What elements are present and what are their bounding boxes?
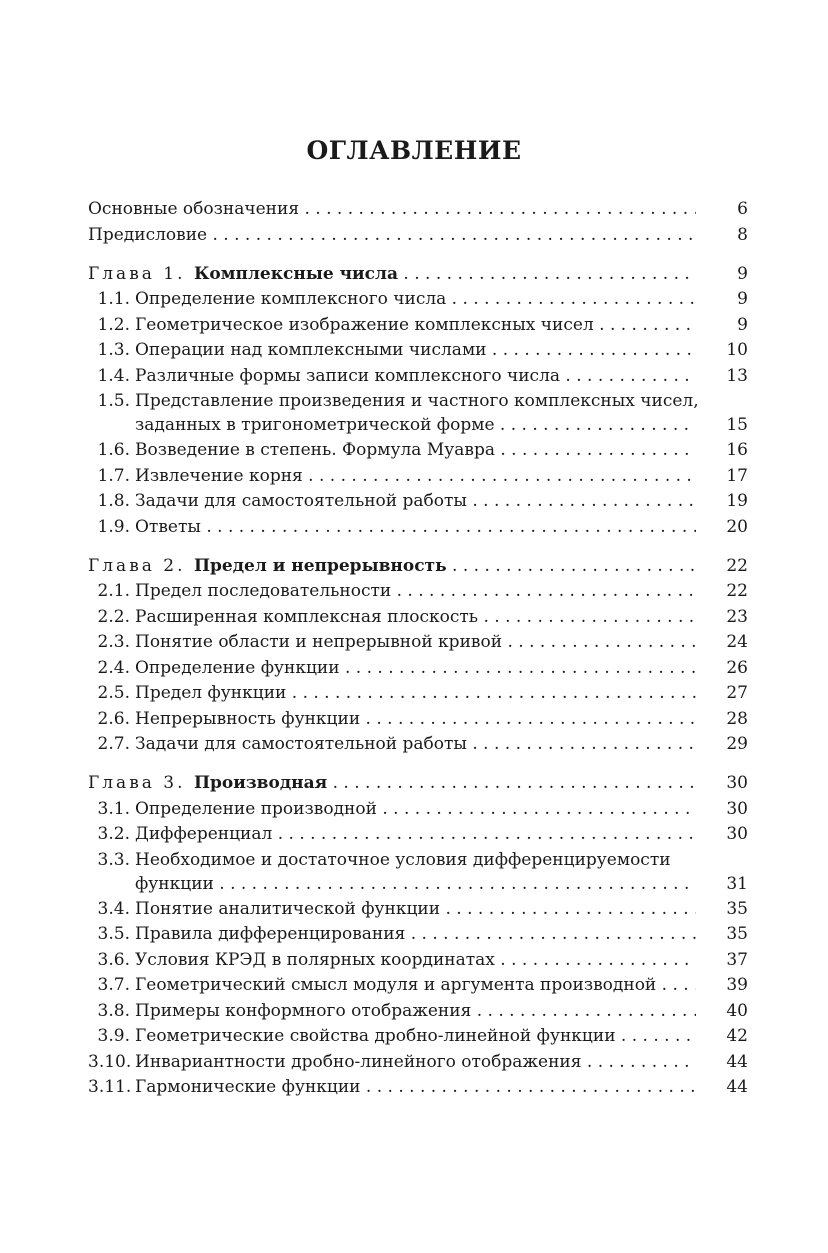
toc-section-row[interactable]: [88, 797, 748, 823]
section-number: 1.3.: [97, 340, 130, 360]
section-number: 2.5.: [97, 683, 130, 703]
toc-section-row[interactable]: [88, 922, 748, 948]
section-page: 23: [726, 606, 748, 627]
section-title: Геометрические свойства дробно-линейной функции . . .: [135, 1024, 696, 1050]
chapter-prefix: Глава 2.: [88, 555, 194, 576]
section-page: 30: [726, 798, 748, 819]
section-number: 1.7.: [97, 465, 130, 486]
section-page: 37: [726, 949, 748, 970]
toc-section-row[interactable]: [88, 338, 748, 364]
toc-section-row[interactable]: [88, 973, 748, 999]
section-page: 27: [726, 683, 748, 703]
section-number: 1.8.: [97, 491, 130, 511]
toc-section-row[interactable]: [88, 389, 748, 438]
toc-section-row[interactable]: [88, 515, 748, 541]
section-title: Гармонические функции . . .: [135, 1075, 696, 1101]
section-page: 29: [726, 734, 748, 754]
toc-section-row[interactable]: [88, 579, 748, 605]
toc-chapter-title: [88, 262, 696, 288]
toc-entry-page: 6: [737, 199, 748, 219]
section-title: Представление произведения и частного комплексных чисел,: [135, 391, 699, 411]
toc-section-row[interactable]: [88, 489, 748, 515]
toc-section-row[interactable]: [88, 999, 748, 1025]
section-page: 42: [726, 1026, 748, 1046]
toc-section-row[interactable]: [88, 948, 748, 974]
section-title: Геометрический смысл модуля и аргумента производной . . .: [135, 973, 696, 999]
section-title: Определение функции . . .: [135, 656, 696, 682]
section-number: 3.2.: [97, 824, 130, 844]
section-number: 1.2.: [97, 314, 130, 335]
toc-chapter-row[interactable]: [88, 554, 748, 580]
section-title: Правила дифференцирования . . .: [135, 922, 696, 948]
toc-section-row[interactable]: [88, 897, 748, 923]
toc-entry-title: Основные обозначения . . .: [88, 197, 696, 223]
toc-chapter-row[interactable]: [88, 771, 748, 797]
section-title: Понятие аналитической функции . . .: [135, 897, 696, 923]
section-page: 20: [726, 516, 748, 537]
section-title: Геометрическое изображение комплексных чисел . . .: [135, 313, 696, 339]
toc-section-row[interactable]: [88, 732, 748, 758]
section-title: Условия КРЭД в полярных координатах . . .: [135, 948, 696, 974]
section-number: 2.2.: [97, 606, 130, 627]
toc-section-row[interactable]: [88, 605, 748, 631]
toc-section-row[interactable]: [88, 464, 748, 490]
toc-entry[interactable]: [88, 223, 748, 249]
page-title: ОГЛАВЛЕНИЕ: [306, 136, 522, 165]
chapter-title: Производная: [193, 773, 328, 793]
toc-chapter-page: 30: [726, 773, 748, 793]
section-title: Задачи для самостоятельной работы . . .: [135, 732, 696, 758]
section-page: 39: [726, 975, 748, 995]
section-title: Извлечение корня . . .: [135, 464, 696, 490]
toc-section-row[interactable]: [88, 630, 748, 656]
section-title: Операции над комплексными числами . . .: [135, 338, 696, 364]
section-title: Возведение в степень. Формула Муавра . . .: [135, 438, 696, 464]
chapter-prefix: Глава 3.: [88, 773, 194, 793]
section-number: 3.9.: [97, 1026, 130, 1046]
section-page: 16: [726, 440, 748, 460]
toc-section-row[interactable]: [88, 707, 748, 733]
toc-chapter-page: 9: [737, 263, 748, 284]
section-page: 15: [726, 415, 748, 435]
toc-chapter-title: [88, 771, 696, 797]
section-title: Расширенная комплексная плоскость . . .: [135, 605, 696, 631]
table-of-contents: [88, 197, 748, 1101]
section-number: 1.6.: [97, 440, 130, 460]
section-number: 3.3.: [97, 849, 130, 870]
section-page: 19: [726, 491, 748, 511]
section-page: 22: [726, 581, 748, 601]
section-number: 3.4.: [97, 898, 130, 919]
section-page: 35: [726, 898, 748, 919]
section-page: 9: [737, 314, 748, 335]
toc-chapter-row[interactable]: [88, 262, 748, 288]
section-page: 44: [726, 1051, 748, 1072]
chapter-title: Комплексные числа: [193, 263, 399, 284]
toc-section-row[interactable]: [88, 1050, 748, 1076]
section-number: 3.8.: [97, 1000, 130, 1021]
section-title: Дифференциал . . .: [135, 822, 696, 848]
toc-section-row[interactable]: [88, 364, 748, 390]
section-number: 2.4.: [97, 657, 130, 678]
section-number: 2.7.: [97, 734, 130, 754]
section-title: Примеры конформного отображения . . .: [135, 999, 696, 1025]
section-title: Определение комплексного числа . . .: [135, 287, 696, 313]
section-title: Понятие области и непрерывной кривой . . .: [135, 630, 696, 656]
section-number: 3.10.: [88, 1051, 132, 1072]
toc-section-row[interactable]: [88, 656, 748, 682]
section-title: Непрерывность функции . . .: [135, 707, 696, 733]
toc-entry-page: 8: [737, 224, 748, 245]
toc-chapter-page: 22: [726, 555, 748, 576]
toc-chapter-title: [88, 554, 696, 580]
section-number: 3.7.: [97, 975, 130, 995]
section-title: Задачи для самостоятельной работы . . .: [135, 489, 696, 515]
toc-section-row[interactable]: [88, 287, 748, 313]
section-number: 3.5.: [97, 924, 130, 944]
toc-section-row[interactable]: [88, 438, 748, 464]
section-title: Предел функции . . .: [135, 681, 696, 707]
section-page: 40: [726, 1000, 748, 1021]
section-title: Инвариантности дробно-линейного отображения . . .: [135, 1050, 696, 1076]
section-page: 30: [726, 824, 748, 844]
section-page: 35: [726, 924, 748, 944]
section-number: 2.3.: [97, 632, 130, 652]
section-title-continued: функции . . .: [135, 872, 696, 898]
section-number: 2.1.: [97, 581, 130, 601]
section-number: 3.6.: [97, 949, 130, 970]
section-page: 26: [726, 657, 748, 678]
toc-entry[interactable]: [88, 197, 748, 223]
section-number: 2.6.: [97, 708, 130, 729]
section-number: 1.1.: [97, 289, 130, 309]
toc-section-row[interactable]: [88, 313, 748, 339]
section-page: 9: [737, 289, 748, 309]
section-page: 28: [726, 708, 748, 729]
section-title: Ответы . . .: [135, 515, 696, 541]
toc-section-row[interactable]: [88, 848, 748, 897]
section-number: 1.9.: [97, 516, 130, 537]
section-title: Необходимое и достаточное условия дифференцируемости: [135, 849, 671, 870]
section-page: 44: [726, 1077, 748, 1097]
section-number: 3.11.: [88, 1077, 132, 1097]
chapter-prefix: Глава 1.: [88, 263, 194, 284]
section-page: 10: [726, 340, 748, 360]
section-page: 24: [726, 632, 748, 652]
section-page: 31: [726, 873, 748, 894]
toc-section-row[interactable]: [88, 1024, 748, 1050]
section-number: 1.5.: [97, 391, 130, 411]
section-number: 1.4.: [97, 365, 130, 386]
toc-section-row[interactable]: [88, 1075, 748, 1101]
section-title-continued: заданных в тригонометрической форме . . .: [135, 413, 696, 439]
chapter-title: Предел и непрерывность: [193, 555, 447, 576]
section-number: 3.1.: [97, 798, 130, 819]
section-page: 13: [726, 365, 748, 386]
section-title: Предел последовательности . . .: [135, 579, 696, 605]
toc-entry-title: Предисловие . . .: [88, 223, 696, 249]
section-title: Различные формы записи комплексного числа . . .: [135, 364, 696, 390]
section-page: 17: [726, 465, 748, 486]
section-title: Определение производной . . .: [135, 797, 696, 823]
toc-section-row[interactable]: [88, 681, 748, 707]
toc-section-row[interactable]: [88, 822, 748, 848]
